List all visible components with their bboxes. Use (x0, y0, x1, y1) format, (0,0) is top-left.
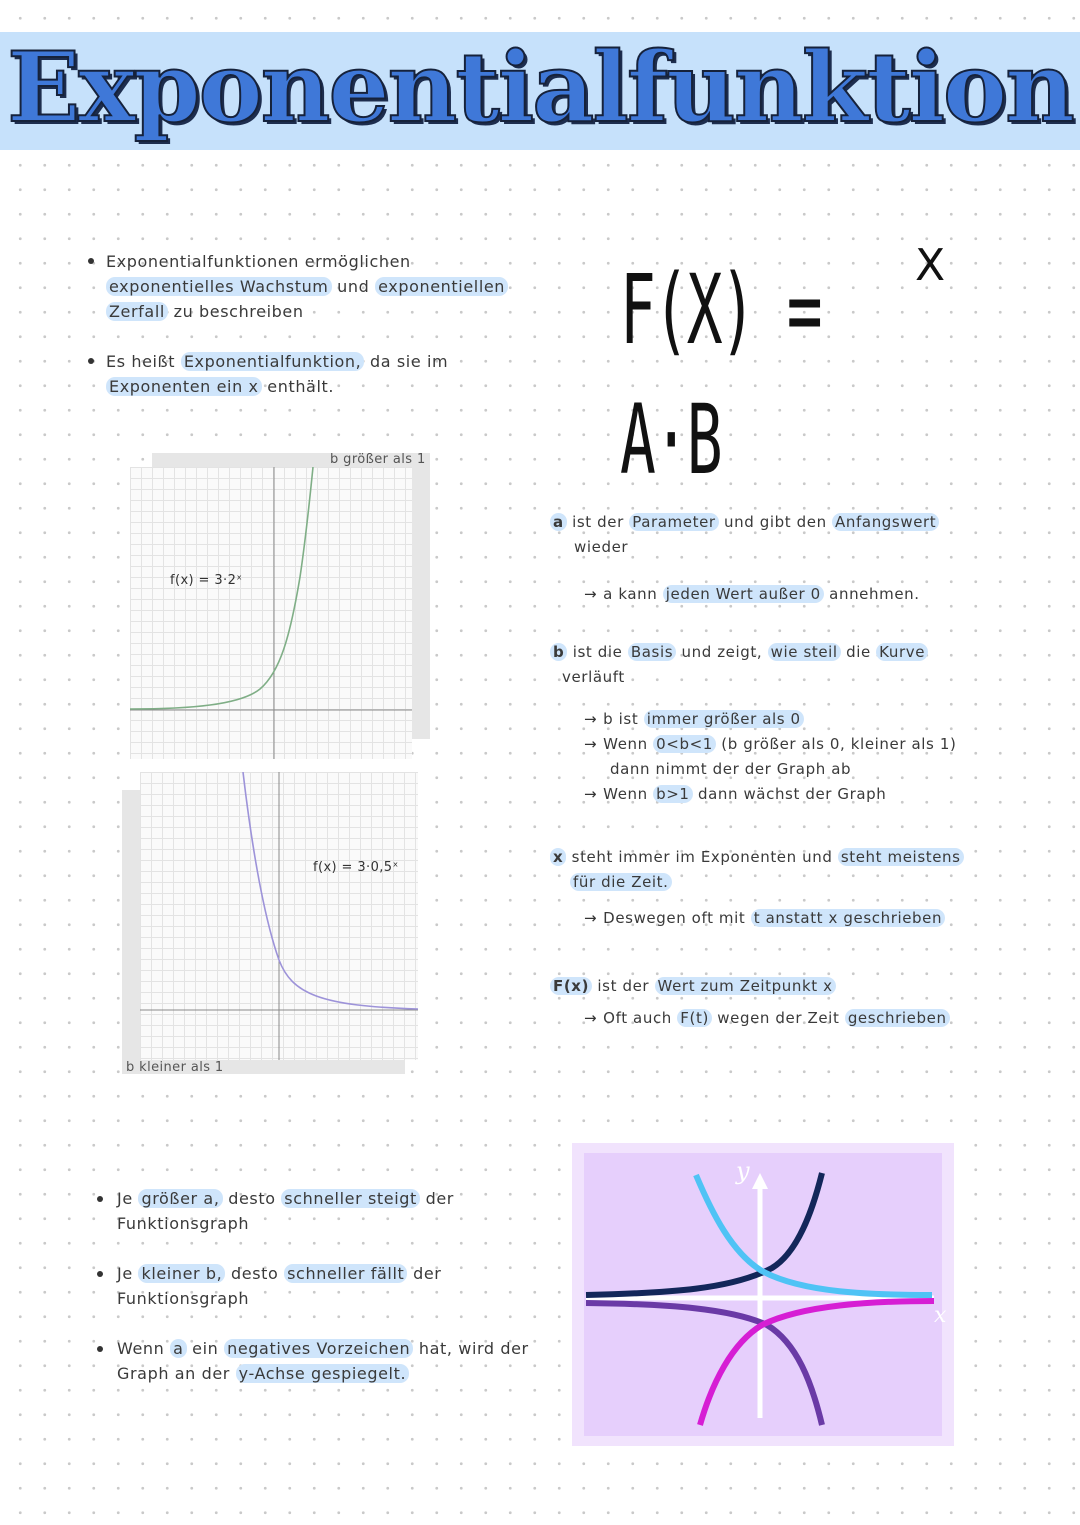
text: der (419, 1189, 454, 1208)
text: und (331, 277, 376, 296)
highlight: negatives Vorzeichen (224, 1339, 413, 1358)
highlight: exponentielles Wachstum (106, 277, 332, 296)
text: der (407, 1264, 442, 1283)
formula: F(X) = A·B (620, 254, 821, 496)
text: desto (225, 1264, 285, 1283)
highlight: steht meistens (838, 848, 964, 866)
text: zu beschreiben (167, 302, 304, 321)
arrow-icon: → (584, 785, 598, 803)
highlight: schneller fällt (284, 1264, 407, 1283)
graph-bottom-side-bar (122, 790, 140, 1062)
explain-a-arrow (584, 582, 1044, 607)
text: Funktionsgraph (117, 1289, 250, 1308)
text: (b größer als 0, kleiner als 1) (715, 735, 957, 753)
text: wegen der Zeit (711, 1009, 845, 1027)
graph-bottom-svg (140, 772, 418, 1060)
text: desto (222, 1189, 282, 1208)
arrow-icon: → (584, 710, 598, 728)
text: steht immer im Exponenten und (566, 848, 838, 866)
explain-x-arrow (584, 906, 1044, 931)
text: dann wächst der Graph (692, 785, 887, 803)
text: enthält. (261, 377, 335, 396)
diagram-svg (572, 1143, 954, 1446)
text: Exponentialfunktionen ermöglichen (106, 252, 411, 271)
bullet-dot (97, 1271, 103, 1277)
text: und zeigt, (676, 643, 768, 661)
text: Je (117, 1189, 139, 1208)
explain-f (550, 974, 1030, 999)
arrow-icon: → (584, 735, 598, 753)
graph-top-label: f(x) = 3·2ˣ (170, 573, 243, 588)
explain-x (550, 845, 1040, 895)
text: Funktionsgraph (117, 1214, 250, 1233)
key-a: a (550, 513, 567, 531)
highlight: t anstatt x geschrieben (751, 909, 945, 927)
highlight: Basis (628, 643, 676, 661)
highlight: b>1 (653, 785, 692, 803)
text: Oft auch (603, 1009, 678, 1027)
text: verläuft (562, 668, 625, 686)
text: Graph an der (117, 1364, 236, 1383)
diagram-y-label: y (736, 1157, 750, 1185)
graph-top-panel (130, 467, 412, 759)
text: ist die (567, 643, 628, 661)
graph-top-svg (130, 467, 412, 759)
explain-f-arrow (584, 1006, 1044, 1031)
text: b ist (603, 710, 644, 728)
highlight: exponentiellen (375, 277, 508, 296)
text: und gibt den (718, 513, 833, 531)
highlight: Kurve (876, 643, 928, 661)
key-b: b (550, 643, 567, 661)
graph-bottom-label: f(x) = 3·0,5ˣ (313, 860, 399, 875)
highlight: geschrieben (845, 1009, 950, 1027)
text: ist der (592, 977, 655, 995)
text: Es heißt (106, 352, 181, 371)
highlight: jeden Wert außer 0 (663, 585, 824, 603)
arrow-icon: → (584, 1009, 598, 1027)
text: Wenn (603, 785, 654, 803)
graph-bottom-caption: b kleiner als 1 (126, 1060, 224, 1075)
bottom-bullet-2 (117, 1261, 547, 1311)
highlight: 0<b<1 (653, 735, 716, 753)
highlight: F(t) (677, 1009, 712, 1027)
intro-bullet-2 (106, 349, 526, 399)
key-x: x (550, 848, 566, 866)
text: Wenn (603, 735, 654, 753)
bullet-dot (88, 358, 94, 364)
explain-a (550, 510, 1030, 560)
highlight: Exponentialfunktion, (181, 352, 365, 371)
highlight: Parameter (629, 513, 718, 531)
bullet-dot (97, 1346, 103, 1352)
explain-b (550, 640, 1030, 690)
key-f: F(x) (550, 977, 592, 995)
highlight: wie steil (768, 643, 841, 661)
bullet-dot (97, 1196, 103, 1202)
formula-exponent: X (915, 240, 946, 291)
highlight: y-Achse gespiegelt. (236, 1364, 409, 1383)
highlight: schneller steigt (281, 1189, 420, 1208)
diagram-frame (572, 1143, 954, 1446)
explain-b-arrows (584, 707, 1054, 807)
bottom-bullet-3 (117, 1336, 557, 1386)
text: die (840, 643, 877, 661)
highlight: immer größer als 0 (644, 710, 804, 728)
text: hat, wird der (413, 1339, 529, 1358)
graph-bottom-panel (140, 772, 418, 1060)
graph-top-caption: b größer als 1 (330, 452, 426, 467)
page-title: Exponentialfunktion (7, 31, 1073, 144)
highlight: a (170, 1339, 186, 1358)
text: Deswegen oft mit (603, 909, 751, 927)
decay-curve (243, 772, 418, 1009)
text: Wenn (117, 1339, 171, 1358)
highlight: für die Zeit. (570, 873, 672, 891)
highlight: Anfangswert (832, 513, 939, 531)
bullet-dot (88, 258, 94, 264)
growth-curve (130, 467, 313, 709)
highlight: kleiner b, (138, 1264, 225, 1283)
arrow-icon: → (584, 585, 598, 603)
intro-bullet-1 (106, 249, 526, 324)
text: ist der (566, 513, 630, 531)
text: Je (117, 1264, 139, 1283)
text: da sie im (364, 352, 449, 371)
arrow-icon: → (584, 909, 598, 927)
highlight: Zerfall (106, 302, 168, 321)
diagram-y-arrow (752, 1173, 768, 1189)
text: annehmen. (823, 585, 920, 603)
highlight: größer a, (138, 1189, 222, 1208)
bottom-bullet-1 (117, 1186, 547, 1236)
highlight: Wert zum Zeitpunkt x (655, 977, 836, 995)
text: dann nimmt der der Graph ab (610, 760, 852, 778)
text: wieder (574, 538, 629, 556)
text: ein (186, 1339, 225, 1358)
diagram-x-label: x (934, 1303, 947, 1328)
text: a kann (603, 585, 663, 603)
highlight: Exponenten ein x (106, 377, 262, 396)
graph-top-side-bar (412, 467, 430, 739)
